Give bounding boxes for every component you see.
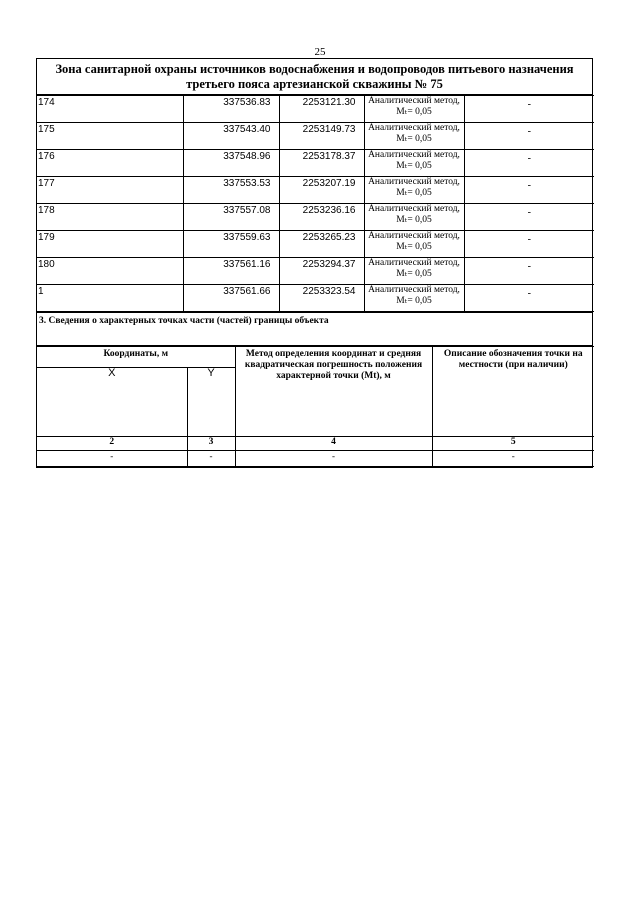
document-frame	[36, 58, 593, 468]
method-cell	[364, 150, 464, 177]
description-cell: -	[464, 204, 594, 231]
col-desc-header: Описание обозначения точки на местности (при наличии)	[432, 347, 594, 437]
coord-x: 337543.40	[183, 123, 279, 150]
point-number: 176	[37, 150, 183, 177]
coord-y: 2253294.37	[279, 258, 364, 285]
method-text: Аналитический метод,	[368, 177, 460, 187]
table-row	[37, 96, 594, 123]
method-text: Аналитический метод,	[368, 123, 460, 133]
col-index-3: 3	[187, 437, 235, 451]
coord-y: 2253207.19	[279, 177, 364, 204]
col-index-4: 4	[235, 437, 432, 451]
method-cell	[364, 96, 464, 123]
accuracy-text: Mₜ= 0,05	[396, 269, 432, 279]
description-cell: -	[464, 258, 594, 285]
description-cell: -	[464, 123, 594, 150]
table-row	[37, 123, 594, 150]
accuracy-text: Mₜ= 0,05	[396, 134, 432, 144]
method-cell	[364, 258, 464, 285]
table-row	[37, 177, 594, 204]
coord-x: 337561.16	[183, 258, 279, 285]
coord-y: 2253149.73	[279, 123, 364, 150]
point-number: 1	[37, 285, 183, 312]
empty-cell: -	[235, 451, 432, 467]
col-y-header: Y	[187, 368, 235, 437]
description-cell: -	[464, 231, 594, 258]
page-number: 25	[314, 46, 326, 58]
table-row	[37, 285, 594, 312]
coord-y: 2253265.23	[279, 231, 364, 258]
empty-cell: -	[432, 451, 594, 467]
description-cell: -	[464, 285, 594, 312]
coord-y: 2253121.30	[279, 96, 364, 123]
accuracy-text: Mₜ= 0,05	[396, 242, 432, 252]
col-x-header: X	[37, 368, 187, 437]
coord-y: 2253236.16	[279, 204, 364, 231]
point-number: 180	[37, 258, 183, 285]
method-cell	[364, 231, 464, 258]
method-cell	[364, 204, 464, 231]
section-3-title: 3. Сведения о характерных точках части (частей) границы объекта	[37, 312, 592, 346]
coord-x: 337561.66	[183, 285, 279, 312]
accuracy-text: Mₜ= 0,05	[396, 296, 432, 306]
empty-cell: -	[37, 451, 187, 467]
point-number: 174	[37, 96, 183, 123]
accuracy-text: Mₜ= 0,05	[396, 188, 432, 198]
coord-x: 337557.08	[183, 204, 279, 231]
description-cell: -	[464, 96, 594, 123]
point-number: 177	[37, 177, 183, 204]
document-title: Зона санитарной охраны источников водоснабжения и водопроводов питьевого назначения третьего пояса артезианской скважины № 75	[37, 59, 592, 95]
method-cell	[364, 285, 464, 312]
coord-x: 337536.83	[183, 96, 279, 123]
method-text: Аналитический метод,	[368, 96, 460, 106]
coord-y: 2253178.37	[279, 150, 364, 177]
method-text: Аналитический метод,	[368, 204, 460, 214]
method-text: Аналитический метод,	[368, 258, 460, 268]
accuracy-text: Mₜ= 0,05	[396, 161, 432, 171]
col-index-2: 2	[37, 437, 187, 451]
point-number: 178	[37, 204, 183, 231]
coord-x: 337559.63	[183, 231, 279, 258]
empty-cell: -	[187, 451, 235, 467]
col-coords-header: Координаты, м	[37, 347, 235, 368]
point-number: 179	[37, 231, 183, 258]
accuracy-text: Mₜ= 0,05	[396, 215, 432, 225]
description-cell: -	[464, 177, 594, 204]
table-row	[37, 150, 594, 177]
col-index-5: 5	[432, 437, 594, 451]
method-text: Аналитический метод,	[368, 150, 460, 160]
col-method-header: Метод определения координат и средняя квадратическая погрешность положения характерной точки (Mt), м	[235, 347, 432, 437]
coord-y: 2253323.54	[279, 285, 364, 312]
accuracy-text: Mₜ= 0,05	[396, 107, 432, 117]
method-text: Аналитический метод,	[368, 285, 460, 295]
description-cell: -	[464, 150, 594, 177]
table-row	[37, 231, 594, 258]
points-table	[37, 95, 594, 312]
section-3-table	[37, 346, 594, 467]
coord-x: 337548.96	[183, 150, 279, 177]
point-number: 175	[37, 123, 183, 150]
coord-x: 337553.53	[183, 177, 279, 204]
method-cell	[364, 123, 464, 150]
method-text: Аналитический метод,	[368, 231, 460, 241]
table-row	[37, 258, 594, 285]
table-row	[37, 204, 594, 231]
method-cell	[364, 177, 464, 204]
